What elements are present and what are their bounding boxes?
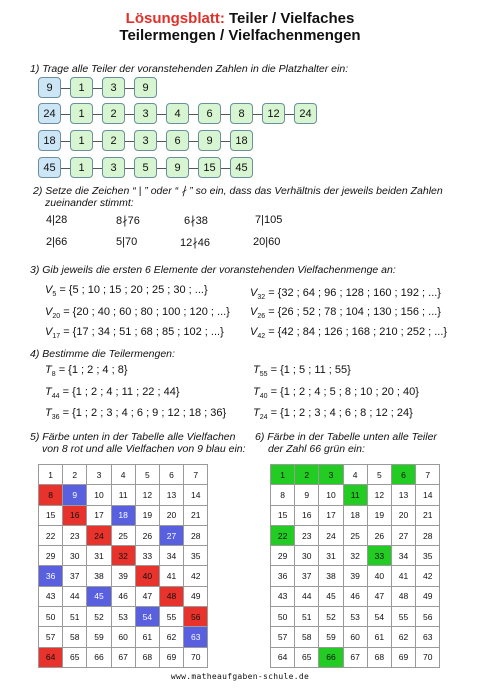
table-cell[interactable]: 53 bbox=[343, 607, 367, 627]
table-cell[interactable]: 61 bbox=[135, 627, 159, 647]
table-cell[interactable]: 29 bbox=[39, 546, 63, 566]
task2-instruction-line2: zueinander stimmt: bbox=[45, 197, 134, 209]
divisor-box: 3 bbox=[102, 77, 125, 98]
table-cell[interactable]: 58 bbox=[63, 627, 87, 647]
table-row bbox=[39, 546, 208, 566]
table-cell[interactable]: 16 bbox=[295, 505, 319, 525]
table-row bbox=[271, 546, 440, 566]
table-cell[interactable]: 23 bbox=[63, 525, 87, 545]
table-cell[interactable]: 13 bbox=[391, 485, 415, 505]
number-table-multiples bbox=[38, 464, 208, 668]
table-cell[interactable]: 65 bbox=[295, 647, 319, 667]
divisor-box: 5 bbox=[134, 157, 157, 178]
table-cell[interactable]: 39 bbox=[111, 566, 135, 586]
relation: 12∤46 bbox=[180, 237, 210, 249]
table-cell[interactable]: 41 bbox=[391, 566, 415, 586]
table-cell[interactable]: 37 bbox=[63, 566, 87, 586]
table-cell[interactable]: 67 bbox=[343, 647, 367, 667]
table-cell[interactable]: 25 bbox=[343, 525, 367, 545]
table-row bbox=[39, 647, 208, 667]
divisor-set: $T_{55} = \{1$ ; 5 ; 11 ; 55} bbox=[253, 364, 351, 379]
table-row bbox=[271, 525, 440, 545]
table-cell[interactable]: 43 bbox=[271, 586, 295, 606]
divisor-box: 9 bbox=[166, 157, 189, 178]
table-cell[interactable]: 1 bbox=[39, 465, 63, 485]
table-cell[interactable]: 27 bbox=[159, 525, 183, 545]
table-cell[interactable]: 62 bbox=[159, 627, 183, 647]
table-cell[interactable]: 46 bbox=[343, 586, 367, 606]
table-cell[interactable]: 66 bbox=[319, 647, 343, 667]
table-cell[interactable]: 3 bbox=[87, 465, 111, 485]
task6-instruction-line2: der Zahl 66 grün ein: bbox=[268, 443, 365, 455]
table-cell[interactable]: 47 bbox=[367, 586, 391, 606]
table-cell[interactable]: 40 bbox=[367, 566, 391, 586]
table-cell[interactable]: 68 bbox=[367, 647, 391, 667]
table-cell[interactable]: 51 bbox=[63, 607, 87, 627]
multiples-set: $V_{20} = \{20$ ; 40 ; 60 ; 80 ; 100 ; 120 ; ...} bbox=[45, 306, 230, 321]
table-cell[interactable]: 58 bbox=[295, 627, 319, 647]
table-cell[interactable]: 5 bbox=[367, 465, 391, 485]
table-cell[interactable]: 32 bbox=[343, 546, 367, 566]
relation: 5|70 bbox=[116, 236, 138, 248]
divisor-box: 9 bbox=[134, 77, 157, 98]
table-cell[interactable]: 16 bbox=[63, 505, 87, 525]
table-row bbox=[39, 607, 208, 627]
divisor-box: 6 bbox=[166, 130, 189, 151]
divisor-set: $T_{36} = \{1$ ; 2 ; 3 ; 4 ; 6 ; 9 ; 12 ; 18 ; 36} bbox=[45, 407, 227, 422]
table-cell[interactable]: 33 bbox=[135, 546, 159, 566]
table-cell[interactable]: 6 bbox=[391, 465, 415, 485]
table-cell[interactable]: 9 bbox=[63, 485, 87, 505]
table-cell[interactable]: 67 bbox=[111, 647, 135, 667]
multiples-set: $V_{17} = \{17$ ; 34 ; 51 ; 68 ; 85 ; 102 ; ...} bbox=[45, 326, 224, 341]
divisor-box: 1 bbox=[70, 130, 93, 151]
table-cell[interactable]: 59 bbox=[87, 627, 111, 647]
table-cell[interactable]: 24 bbox=[87, 525, 111, 545]
divisor-box: 1 bbox=[70, 103, 93, 124]
table-cell[interactable]: 28 bbox=[184, 525, 208, 545]
table-cell[interactable]: 48 bbox=[391, 586, 415, 606]
table-row bbox=[39, 525, 208, 545]
table-cell[interactable]: 26 bbox=[367, 525, 391, 545]
table-cell[interactable]: 54 bbox=[367, 607, 391, 627]
table-cell[interactable]: 11 bbox=[111, 485, 135, 505]
table-cell[interactable]: 38 bbox=[87, 566, 111, 586]
table-cell[interactable]: 20 bbox=[159, 505, 183, 525]
table-cell[interactable]: 13 bbox=[159, 485, 183, 505]
table-cell[interactable]: 37 bbox=[295, 566, 319, 586]
table-cell[interactable]: 14 bbox=[416, 485, 440, 505]
table-cell[interactable]: 6 bbox=[159, 465, 183, 485]
task4-instruction: 4) Bestimme die Teilermengen: bbox=[30, 348, 175, 360]
table-cell[interactable]: 4 bbox=[343, 465, 367, 485]
table-cell[interactable]: 18 bbox=[343, 505, 367, 525]
table-cell[interactable]: 5 bbox=[135, 465, 159, 485]
table-cell[interactable]: 49 bbox=[416, 586, 440, 606]
table-cell[interactable]: 61 bbox=[367, 627, 391, 647]
table-row bbox=[271, 647, 440, 667]
divisor-set: $T_8 = \{1$ ; 2 ; 4 ; 8} bbox=[45, 364, 128, 379]
table-cell[interactable]: 23 bbox=[295, 525, 319, 545]
number-box: 24 bbox=[38, 103, 61, 124]
table-cell[interactable]: 31 bbox=[319, 546, 343, 566]
table-cell[interactable]: 69 bbox=[159, 647, 183, 667]
relation: 4|28 bbox=[46, 214, 68, 226]
table-cell[interactable]: 35 bbox=[416, 546, 440, 566]
multiples-set: $V_5 = \{5$ ; 10 ; 15 ; 20 ; 25 ; 30 ; ...} bbox=[45, 284, 208, 299]
title-suffix: Teiler / Vielfaches bbox=[228, 10, 355, 27]
table-row bbox=[271, 566, 440, 586]
table-cell[interactable]: 42 bbox=[184, 566, 208, 586]
table-cell[interactable]: 46 bbox=[111, 586, 135, 606]
title-prefix: Lösungsblatt: bbox=[125, 10, 225, 27]
table-cell[interactable]: 41 bbox=[159, 566, 183, 586]
table-cell[interactable]: 64 bbox=[271, 647, 295, 667]
table-cell[interactable]: 22 bbox=[39, 525, 63, 545]
multiples-set: $V_{42} = \{42$ ; 84 ; 126 ; 168 ; 210 ; 252 ; ...} bbox=[250, 326, 448, 341]
table-row bbox=[271, 505, 440, 525]
table-cell[interactable]: 2 bbox=[295, 465, 319, 485]
relation: 6∤38 bbox=[184, 215, 208, 227]
table-cell[interactable]: 68 bbox=[135, 647, 159, 667]
table-cell[interactable]: 39 bbox=[343, 566, 367, 586]
table-cell[interactable]: 35 bbox=[184, 546, 208, 566]
table-cell[interactable]: 15 bbox=[271, 505, 295, 525]
table-cell[interactable]: 24 bbox=[319, 525, 343, 545]
table-cell[interactable]: 60 bbox=[111, 627, 135, 647]
table-row bbox=[39, 505, 208, 525]
divisor-box: 8 bbox=[230, 103, 253, 124]
table-cell[interactable]: 34 bbox=[391, 546, 415, 566]
divisor-box: 18 bbox=[230, 130, 253, 151]
table-row bbox=[39, 566, 208, 586]
table-cell[interactable]: 50 bbox=[271, 607, 295, 627]
relation: 20|60 bbox=[253, 236, 281, 248]
divisor-box: 3 bbox=[134, 130, 157, 151]
divisor-box: 1 bbox=[70, 77, 93, 98]
multiples-set: $V_{32} = \{32$ ; 64 ; 96 ; 128 ; 160 ; 192 ; ...} bbox=[250, 287, 441, 302]
table-cell[interactable]: 69 bbox=[391, 647, 415, 667]
table-row bbox=[39, 465, 208, 485]
number-table-divisors bbox=[270, 464, 440, 668]
number-box: 45 bbox=[38, 157, 61, 178]
table-cell[interactable]: 65 bbox=[63, 647, 87, 667]
table-cell[interactable]: 70 bbox=[416, 647, 440, 667]
divisor-box: 45 bbox=[230, 157, 253, 178]
table-cell[interactable]: 34 bbox=[159, 546, 183, 566]
divisor-box: 9 bbox=[198, 130, 221, 151]
table-cell[interactable]: 51 bbox=[295, 607, 319, 627]
table-cell[interactable]: 45 bbox=[319, 586, 343, 606]
table-cell[interactable]: 29 bbox=[271, 546, 295, 566]
table-cell[interactable]: 4 bbox=[111, 465, 135, 485]
divisor-box: 3 bbox=[134, 103, 157, 124]
relation: 2|66 bbox=[46, 236, 68, 248]
table-cell[interactable]: 3 bbox=[319, 465, 343, 485]
table-cell[interactable]: 57 bbox=[39, 627, 63, 647]
table-cell[interactable]: 2 bbox=[63, 465, 87, 485]
table-cell[interactable]: 59 bbox=[319, 627, 343, 647]
table-cell[interactable]: 57 bbox=[271, 627, 295, 647]
divisor-box: 2 bbox=[102, 103, 125, 124]
connector-line bbox=[48, 88, 144, 89]
table-cell[interactable]: 10 bbox=[87, 485, 111, 505]
table-cell[interactable]: 28 bbox=[416, 525, 440, 545]
table-cell[interactable]: 17 bbox=[319, 505, 343, 525]
table-cell[interactable]: 56 bbox=[416, 607, 440, 627]
table-row bbox=[271, 627, 440, 647]
table-row bbox=[39, 586, 208, 606]
table-cell[interactable]: 38 bbox=[319, 566, 343, 586]
table-cell[interactable]: 21 bbox=[416, 505, 440, 525]
task1-instruction: 1) Trage alle Teiler der voranstehenden Zahlen in die Platzhalter ein: bbox=[30, 63, 349, 75]
divisor-set: $T_{24} = \{1$ ; 2 ; 3 ; 4 ; 6 ; 8 ; 12 ; 24} bbox=[253, 407, 413, 422]
table-cell[interactable]: 56 bbox=[184, 607, 208, 627]
divisor-box: 12 bbox=[262, 103, 285, 124]
relation: 7|105 bbox=[255, 214, 283, 226]
table-cell[interactable]: 9 bbox=[295, 485, 319, 505]
table-cell[interactable]: 18 bbox=[111, 505, 135, 525]
table-cell[interactable]: 40 bbox=[135, 566, 159, 586]
table-row bbox=[271, 485, 440, 505]
table-cell[interactable]: 33 bbox=[367, 546, 391, 566]
divisor-box: 1 bbox=[70, 157, 93, 178]
task2-instruction-line1: 2) Setze die Zeichen “ | ” oder “ ∤ ” so ein, dass das Verhältnis der jeweils beiden Zahlen bbox=[33, 185, 443, 197]
task3-instruction: 3) Gib jeweils die ersten 6 Elemente der voranstehenden Vielfachenmenge an: bbox=[30, 264, 396, 276]
table-cell[interactable]: 14 bbox=[184, 485, 208, 505]
table-cell[interactable]: 7 bbox=[416, 465, 440, 485]
divisor-set: $T_{44} = \{1$ ; 2 ; 4 ; 11 ; 22 ; 44} bbox=[45, 386, 180, 401]
table-cell[interactable]: 47 bbox=[135, 586, 159, 606]
table-row bbox=[39, 627, 208, 647]
task5-instruction-line1: 5) Färbe unten in der Tabelle alle Vielfachen bbox=[30, 431, 236, 443]
table-cell[interactable]: 45 bbox=[87, 586, 111, 606]
table-cell[interactable]: 20 bbox=[391, 505, 415, 525]
table-cell[interactable]: 66 bbox=[87, 647, 111, 667]
table-cell[interactable]: 31 bbox=[87, 546, 111, 566]
table-cell[interactable]: 53 bbox=[111, 607, 135, 627]
table-row bbox=[271, 607, 440, 627]
table-cell[interactable]: 63 bbox=[184, 627, 208, 647]
table-cell[interactable]: 17 bbox=[87, 505, 111, 525]
table-cell[interactable]: 36 bbox=[39, 566, 63, 586]
table-cell[interactable]: 42 bbox=[416, 566, 440, 586]
table-cell[interactable]: 54 bbox=[135, 607, 159, 627]
relation: 8∤76 bbox=[116, 215, 140, 227]
table-cell[interactable]: 55 bbox=[391, 607, 415, 627]
table-cell[interactable]: 43 bbox=[39, 586, 63, 606]
table-cell[interactable]: 12 bbox=[135, 485, 159, 505]
table-cell[interactable]: 52 bbox=[319, 607, 343, 627]
table-row bbox=[271, 465, 440, 485]
table-cell[interactable]: 27 bbox=[391, 525, 415, 545]
table-cell[interactable]: 7 bbox=[184, 465, 208, 485]
table-cell[interactable]: 64 bbox=[39, 647, 63, 667]
title-line-1 bbox=[0, 10, 480, 27]
table-cell[interactable]: 10 bbox=[319, 485, 343, 505]
divisor-box: 4 bbox=[166, 103, 189, 124]
divisor-box: 15 bbox=[198, 157, 221, 178]
table-cell[interactable]: 55 bbox=[159, 607, 183, 627]
number-box: 18 bbox=[38, 130, 61, 151]
footer-url: www.matheaufgaben-schule.de bbox=[170, 672, 310, 681]
table-cell[interactable]: 70 bbox=[184, 647, 208, 667]
task5-instruction-line2: von 8 rot und alle Vielfachen von 9 blau ein: bbox=[42, 443, 246, 455]
divisor-box: 24 bbox=[294, 103, 317, 124]
table-cell[interactable]: 62 bbox=[391, 627, 415, 647]
table-cell[interactable]: 30 bbox=[63, 546, 87, 566]
table-row bbox=[39, 485, 208, 505]
divisor-box: 2 bbox=[102, 130, 125, 151]
table-cell[interactable]: 19 bbox=[135, 505, 159, 525]
table-cell[interactable]: 50 bbox=[39, 607, 63, 627]
divisor-box: 6 bbox=[198, 103, 221, 124]
table-cell[interactable]: 63 bbox=[416, 627, 440, 647]
table-cell[interactable]: 8 bbox=[39, 485, 63, 505]
table-row bbox=[271, 586, 440, 606]
table-cell[interactable]: 11 bbox=[343, 485, 367, 505]
table-cell[interactable]: 36 bbox=[271, 566, 295, 586]
table-cell[interactable]: 12 bbox=[367, 485, 391, 505]
table-cell[interactable]: 25 bbox=[111, 525, 135, 545]
table-cell[interactable]: 44 bbox=[63, 586, 87, 606]
multiples-set: $V_{26} = \{26$ ; 52 ; 78 ; 104 ; 130 ; 156 ; ...} bbox=[250, 306, 441, 321]
table-cell[interactable]: 19 bbox=[367, 505, 391, 525]
table-cell[interactable]: 44 bbox=[295, 586, 319, 606]
divisor-box: 3 bbox=[102, 157, 125, 178]
number-box: 9 bbox=[38, 77, 61, 98]
table-cell[interactable]: 15 bbox=[39, 505, 63, 525]
task6-instruction-line1: 6) Färbe in der Tabelle unten alle Teiler bbox=[255, 431, 437, 443]
table-cell[interactable]: 21 bbox=[184, 505, 208, 525]
table-cell[interactable]: 1 bbox=[271, 465, 295, 485]
title-line-2: Teilermengen / Vielfachenmengen bbox=[119, 27, 361, 44]
table-cell[interactable]: 52 bbox=[87, 607, 111, 627]
table-cell[interactable]: 32 bbox=[111, 546, 135, 566]
table-cell[interactable]: 48 bbox=[159, 586, 183, 606]
divisor-set: $T_{40} = \{1$ ; 2 ; 4 ; 5 ; 8 ; 10 ; 20 ; 40} bbox=[253, 386, 419, 401]
table-cell[interactable]: 26 bbox=[135, 525, 159, 545]
table-cell[interactable]: 8 bbox=[271, 485, 295, 505]
table-cell[interactable]: 49 bbox=[184, 586, 208, 606]
table-cell[interactable]: 60 bbox=[343, 627, 367, 647]
table-cell[interactable]: 30 bbox=[295, 546, 319, 566]
table-cell[interactable]: 22 bbox=[271, 525, 295, 545]
